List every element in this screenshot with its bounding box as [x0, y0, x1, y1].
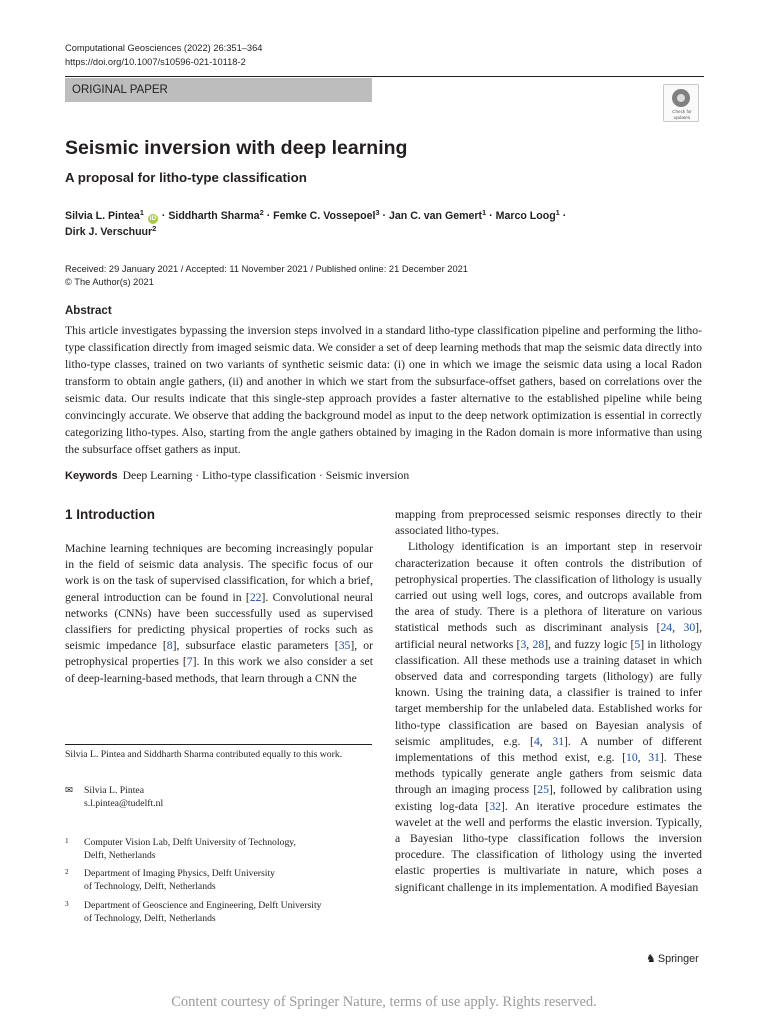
journal-citation: Computational Geosciences (2022) 26:351–364	[65, 43, 263, 53]
abstract-text: This article investigates bypassing the inversion steps involved in a standard litho-type classification pipeline and performing the litho-type classification directly from imaged seismic data. We consider a set of deep learning methods that map the seismic data directly into litho-type classes, trained on two variants of synthetic seismic data: (i) one in which we image the seismic data using a local Radon transform to obtain angle gathers, (ii) and another in which we start from the subsurface-offset gathers, based on correlations over the seismic data. Our results indicate that this single-step approach provides a faster alternative to the established pipeline while being convincingly accurate. We observe that adding the background model as input to the deep network optimization is essential in correctly categorizing litho-types. Also, starting from the angle gathers obtained by imaging in the Radon domain is more informative than using the subsurface offset gathers as input.	[65, 324, 702, 456]
corresponding-author-name: Silvia L. Pintea	[84, 785, 145, 796]
footnote-divider	[65, 744, 372, 745]
citation-link[interactable]: 32	[489, 799, 501, 813]
keywords-label: Keywords	[65, 470, 118, 482]
citation-link[interactable]: 25	[537, 783, 549, 797]
affiliation-line: of Technology, Delft, Netherlands	[84, 912, 216, 924]
citation-link[interactable]: 22	[249, 590, 262, 604]
springer-horse-icon: ♞	[646, 953, 656, 965]
abstract-heading: Abstract	[65, 305, 112, 317]
author-affiliation-mark: 2	[259, 208, 264, 217]
affiliation-line: Delft, Netherlands	[84, 849, 156, 861]
right-column	[395, 507, 702, 896]
lithology-paragraph: Lithology identification is an important step in reservoir characterization because it often controls the distribution of petrophysical properties. The classification of lithology is usually carried out using well logs, cores, and outcrops available from the area of study. There is a plethora of literature on various statistical methods such as discriminant analysis [24, 30], artificial neural networks [3, 28], and fuzzy logic [5] in lithology classification. All these methods use a training dataset in which observed data and corresponding targets (lithology) are fully known. Using the training data, a classifier is trained to infer target membership for the unlabeled data. Established works for litho-type classification are based on Bayesian analysis of seismic amplitudes, e.g. [4, 31]. A number of different implementations of this method exist, e.g. [10, 31]. These methods typically generate angle gathers from seismic data through an imaging process [25], followed by calibration using existing log-data [32]. An iterative procedure estimates the wavelet at the well and performs the elastic inversion. Typically, a Bayesian litho-type classification follows the inversion procedure. The classification of lithology using the inverted elastic properties is multivariate in nature, which poses a significant challenge in its implementation. A modified Bayesian	[395, 540, 703, 894]
affiliation-line: Department of Imaging Physics, Delft University	[84, 868, 276, 879]
springer-logo	[646, 952, 699, 966]
keywords-value: Deep Learning · Litho-type classification · Seismic inversion	[122, 469, 410, 482]
author-affiliation-mark: 2	[152, 224, 157, 233]
intro-paragraph-continuation: mapping from preprocessed seismic responses directly to their associated litho-types.	[395, 508, 702, 538]
citation-link[interactable]: 35	[338, 639, 351, 653]
article-subtitle: A proposal for litho-type classification	[65, 170, 307, 185]
citation-link[interactable]: 28	[532, 637, 545, 651]
check-updates-label: Check for updates	[672, 109, 692, 120]
envelope-icon: ✉	[65, 785, 74, 796]
section-heading-introduction: 1 Introduction	[65, 507, 155, 522]
citation-link[interactable]: 3	[520, 637, 527, 651]
author-name[interactable]: Silvia L. Pintea	[65, 210, 140, 222]
copyright-notice: © The Author(s) 2021	[65, 277, 154, 287]
author-affiliation-mark: 1	[139, 208, 144, 217]
corresponding-author-email[interactable]: s.l.pintea@tudelft.nl	[84, 797, 164, 809]
author-name[interactable]: Dirk J. Verschuur	[65, 226, 153, 238]
equal-contribution-note: Silvia L. Pintea and Siddharth Sharma contributed equally to this work.	[65, 749, 343, 760]
citation-link[interactable]: 10	[625, 751, 638, 765]
author-affiliation-mark: 3	[375, 208, 380, 217]
courtesy-notice: Content courtesy of Springer Nature, terms of use apply. Rights reserved.	[171, 994, 597, 1010]
publisher-name: Springer	[657, 953, 699, 965]
citation-link[interactable]: 24	[660, 621, 673, 635]
citation-link[interactable]: 7	[186, 655, 193, 669]
article-title: Seismic inversion with deep learning	[65, 137, 408, 159]
author-name[interactable]: Femke C. Vossepoel	[273, 210, 376, 222]
publication-dates	[65, 263, 468, 276]
author-list: Silvia L. Pintea$^1$ iD · Siddharth Sharma$^2$ · Femke C. Vossepoel$^3$ · Jan C. van Gemert$^1$ · Marco Loog$^1$ · Dirk J. Verschuur$^2$	[65, 208, 567, 238]
author-name[interactable]: Marco Loog	[495, 210, 556, 222]
affiliation-line: Department of Geoscience and Engineering, Delft University	[84, 900, 322, 911]
doi-link[interactable]: https://doi.org/10.1007/s10596-021-10118-2	[65, 57, 246, 67]
citation-link[interactable]: 31	[552, 734, 565, 748]
author-name[interactable]: Jan C. van Gemert	[389, 210, 483, 222]
author-name[interactable]: Siddharth Sharma	[168, 210, 260, 222]
affiliation-number: 1	[65, 837, 69, 845]
check-for-updates-button[interactable]	[663, 84, 699, 122]
left-column	[65, 541, 373, 687]
affiliation-line: Computer Vision Lab, Delft University of Technology,	[84, 837, 296, 848]
intro-paragraph: Machine learning techniques are becoming increasingly popular in the field of seismic data analysis. The specific focus of our work is on the task of supervised classification, for which a brief, general introduction can be found in [22]. Convolutional neural networks (CNNs) have been successfully used as supervised classifiers for predicting physical properties of rocks such as seismic impedance [8], subsurface elastic parameters [35], or petrophysical properties [7]. In this work we also consider a set of deep-learning-based methods, that learn through a CNN the	[65, 542, 374, 685]
affiliation-line: of Technology, Delft, Netherlands	[84, 880, 216, 892]
keywords-line	[65, 467, 409, 485]
affiliation-number: 2	[65, 868, 69, 876]
author-affiliation-mark: 1	[555, 208, 560, 217]
citation-link[interactable]: 31	[648, 751, 660, 765]
author-affiliation-mark: 1	[482, 208, 487, 217]
received-accepted-dates: Received: 29 January 2021 / Accepted: 11 November 2021	[65, 264, 308, 274]
orcid-icon[interactable]: iD	[149, 215, 157, 222]
check-updates-icon	[672, 89, 690, 107]
affiliation-number: 3	[65, 900, 69, 908]
citation-link[interactable]: 4	[533, 734, 540, 748]
citation-link[interactable]: 8	[166, 639, 173, 653]
citation-link[interactable]: 5	[634, 637, 641, 651]
paper-type-label: ORIGINAL PAPER	[65, 78, 372, 102]
header-divider	[65, 76, 704, 77]
published-date: / Published online: 21 December 2021	[307, 264, 468, 274]
citation-link[interactable]: 30	[683, 621, 696, 635]
